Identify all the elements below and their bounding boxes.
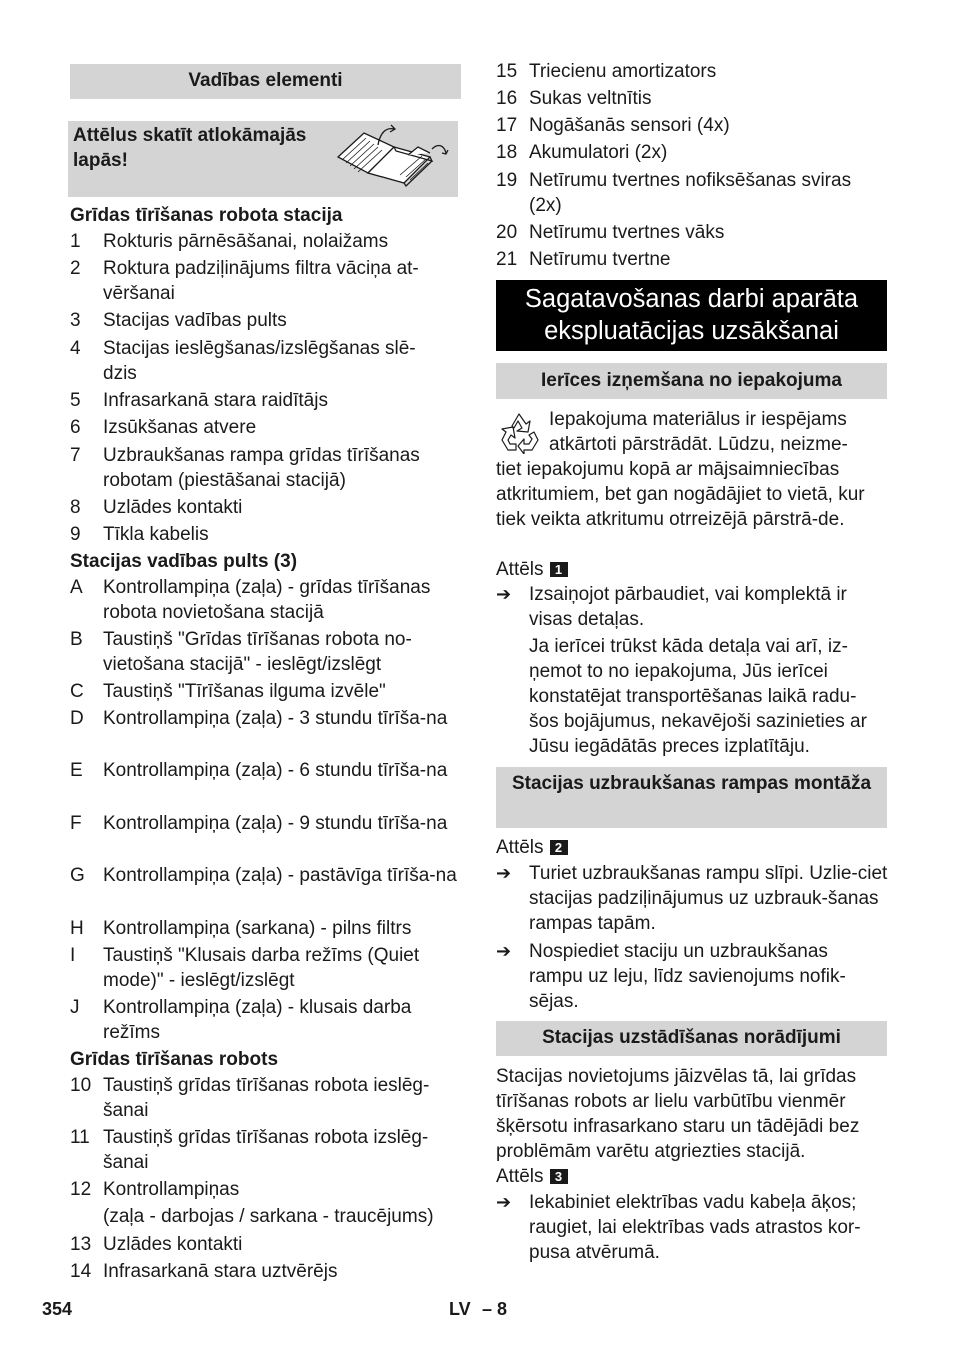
note-text: Attēlus skatīt atlokāmajās lapās! [73, 125, 307, 171]
section-heading-install: Stacijas uzstādīšanas norādījumi [496, 1021, 887, 1056]
list-item: 11 Taustiņš grīdas tīrīšanas robota izslēg-šanai [70, 1127, 429, 1173]
subheading-station: Grīdas tīrīšanas robota stacija [70, 205, 343, 226]
list-item: 12 Kontrollampiņas [70, 1179, 240, 1200]
section-page-number: – 8 [482, 1299, 508, 1319]
figure-ref-3: Attēls 3 [496, 1164, 887, 1189]
bullet-item: ➔ Turiet uzbraukšanas rampu slīpi. Uzlie-ciet stacijas padziļinājumus uz uzbrauk-šanas rampas tapām. [496, 863, 888, 934]
list-item: H Kontrollampiņa (sarkana) - pilns filtrs [70, 918, 412, 939]
list-item: I Taustiņš "Klusais darba režīms (Quiet mode)" - ieslēgt/izslēgt [70, 945, 420, 991]
arrow-icon: ➔ [496, 1192, 512, 1212]
list-item: F Kontrollampiņa (zaļa) - 9 stundu tīrīša-na [70, 813, 448, 834]
list-item: 2 Roktura padziļinājums filtra vāciņa at-vēršanai [70, 258, 419, 304]
recycle-icon [498, 410, 542, 454]
recycle-lead-text: Iepakojuma materiālus ir iespējams atkārtoti pārstrādāt. Lūdzu, neizme- [549, 409, 848, 455]
list-item: 13 Uzlādes kontakti [70, 1234, 243, 1255]
list-item: 15 Triecienu amortizators [496, 61, 717, 82]
subheading-robot: Grīdas tīrīšanas robots [70, 1049, 279, 1070]
list-item: 5 Infrasarkanā stara raidītājs [70, 390, 328, 411]
bullet-item: ➔ Izsaiņojot pārbaudiet, vai komplektā ir visas detaļas. [496, 584, 847, 630]
list-item: 9 Tīkla kabelis [70, 524, 209, 545]
list-item: 1 Rokturis pārnēsāšanai, nolaižams [70, 231, 389, 252]
list-item: D Kontrollampiņa (zaļa) - 3 stundu tīrīša-na [70, 708, 448, 729]
list-item: G Kontrollampiņa (zaļa) - pastāvīga tīrīša-na [70, 865, 457, 886]
arrow-icon: ➔ [496, 941, 512, 961]
list-item: 4 Stacijas ieslēgšanas/izslēgšanas slē-dzis [70, 338, 416, 384]
list-item: A Kontrollampiņa (zaļa) - grīdas tīrīšanas robota novietošana stacijā [70, 577, 431, 623]
section-heading-controls [70, 64, 461, 99]
book-icon [334, 123, 452, 189]
recycle-text: tiet iepakojumu kopā ar mājsaimniecības atkritumiem, bet gan nogādājiet to vietā, kur tiek veikta atkritumu otrreizējā pārstrā-de. [496, 459, 865, 530]
figure-ref-2: Attēls 2 [496, 835, 887, 860]
list-item: 14 Infrasarkanā stara uztvērējs [70, 1261, 338, 1282]
chapter-heading: Sagatavošanas darbi aparāta ekspluatācijas uzsākšanai [496, 280, 887, 351]
bullet-continuation: Ja ierīcei trūkst kāda detaļa vai arī, iz-ņemot to no iepakojuma, Jūs ierīcei konstatējat transportēšanas laikā radu-šos bojājumus, nekavējoši sazinieties ar Jūsu iegādātās preces izplatītāju. [529, 636, 867, 757]
subheading-control-panel: Stacijas vadības pults (3) [70, 551, 298, 572]
page-number: 354 [42, 1299, 73, 1319]
list-item: 6 Izsūkšanas atvere [70, 417, 257, 438]
list-item: 18 Akumulatori (2x) [496, 142, 668, 163]
list-item: 8 Uzlādes kontakti [70, 497, 243, 518]
list-item: J Kontrollampiņa (zaļa) - klusais darba režīms [70, 997, 412, 1043]
list-item: 21 Netīrumu tvertne [496, 249, 671, 270]
arrow-icon: ➔ [496, 863, 512, 883]
list-item: (zaļa - darbojas / sarkana - traucējums) [103, 1206, 434, 1227]
list-item: 3 Stacijas vadības pults [70, 310, 287, 331]
language-code: LV [449, 1299, 471, 1319]
install-text: Stacijas novietojums jāizvēlas tā, lai grīdas tīrīšanas robots ar lielu varbūtību vienmēr šķērsotu infrasarkano staru un tādējādi bez problēmām varētu atgriezties stacijā. [496, 1066, 860, 1162]
figure-ref-1: Attēls 1 [496, 557, 887, 582]
list-item: 17 Nogāšanās sensori (4x) [496, 115, 730, 136]
section-heading-ramp: Stacijas uzbraukšanas rampas montāža [496, 767, 887, 828]
list-item: 16 Sukas veltnītis [496, 88, 652, 109]
list-item: C Taustiņš "Tīrīšanas ilguma izvēle" [70, 681, 386, 702]
note-box [68, 121, 458, 197]
bullet-item: ➔ Nospiediet staciju un uzbraukšanas rampu uz leju, līdz savienojums nofik-sējas. [496, 941, 846, 1012]
list-item: B Taustiņš "Grīdas tīrīšanas robota no-vietošana stacijā" - ieslēgt/izslēgt [70, 629, 412, 675]
list-item: 19 Netīrumu tvertnes nofiksēšanas sviras (2x) [496, 170, 852, 216]
section-heading-unpack: Ierīces izņemšana no iepakojuma [496, 363, 887, 399]
list-item: 10 Taustiņš grīdas tīrīšanas robota ieslēg-šanai [70, 1075, 430, 1121]
bullet-item: ➔ Iekabiniet elektrības vadu kabeļa āķos; raugiet, lai elektrības vads atrastos kor-pusa atvērumā. [496, 1192, 861, 1263]
list-item: 7 Uzbraukšanas rampa grīdas tīrīšanas robotam (piestāšanai stacijā) [70, 445, 420, 491]
list-item: E Kontrollampiņa (zaļa) - 6 stundu tīrīša-na [70, 760, 448, 781]
list-item: 20 Netīrumu tvertnes vāks [496, 222, 725, 243]
arrow-icon: ➔ [496, 584, 512, 604]
heading-text: Vadības elementi [188, 70, 343, 91]
